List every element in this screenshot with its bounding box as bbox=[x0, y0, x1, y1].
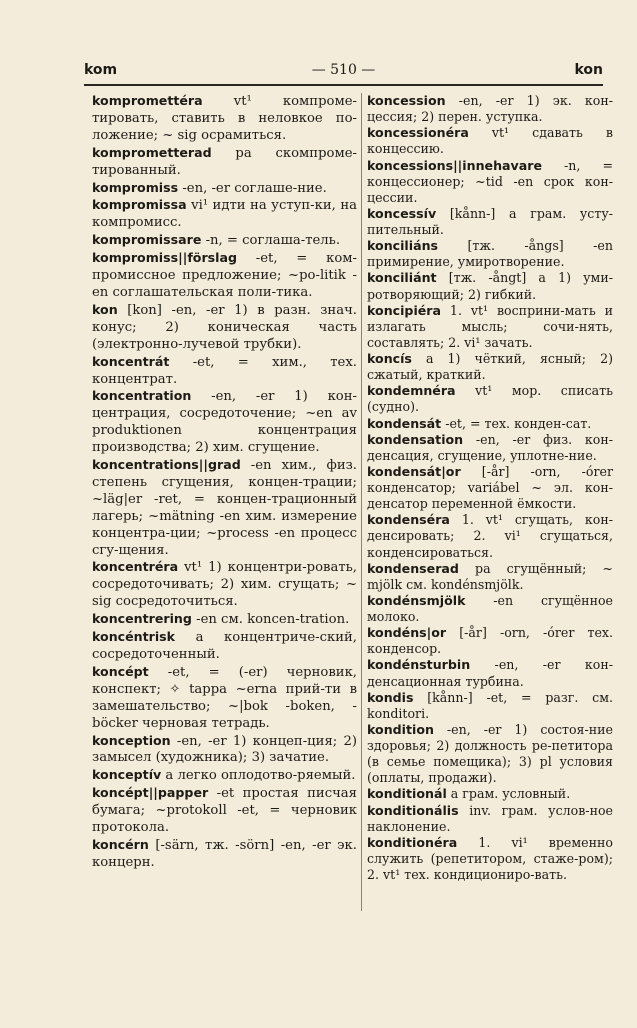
entry-headword: kon bbox=[92, 301, 118, 317]
entry-headword: koncessionéra bbox=[367, 125, 469, 141]
dictionary-entry bbox=[92, 354, 357, 389]
entry-headword: konciliánt bbox=[367, 270, 437, 286]
dictionary-entry bbox=[367, 270, 613, 302]
dictionary-entry bbox=[92, 733, 357, 768]
dictionary-entry bbox=[367, 125, 613, 157]
entry-definition: vt¹ сдавать в концессию. bbox=[367, 125, 613, 157]
dictionary-entry bbox=[367, 625, 613, 657]
entry-definition: vt¹ компроме-тировать, ставить в неловкое по-ложение; ~ sig осрамиться. bbox=[92, 94, 357, 143]
entry-headword: konciliáns bbox=[367, 238, 439, 254]
entry-definition: -et, = ком-промиссное предложение; ~po-litik -en соглашательская поли-тика. bbox=[92, 251, 357, 300]
entry-headword: kompromettéra bbox=[92, 93, 203, 108]
entry-headword: kompromiss||förslag bbox=[92, 250, 237, 266]
dictionary-entry bbox=[367, 158, 613, 206]
dictionary-entry bbox=[92, 302, 357, 354]
entry-headword: koncís bbox=[367, 351, 412, 366]
entry-definition: vt¹ мор. списать (судно). bbox=[367, 383, 613, 415]
entry-headword: konditionális bbox=[367, 802, 459, 818]
entry-headword: kondis bbox=[367, 689, 414, 705]
dictionary-entry bbox=[92, 629, 357, 664]
entry-headword: koncentrations||grad bbox=[92, 457, 241, 473]
entry-definition: -en, -er физ. кон-денсация, сгущение, уплотне-ние. bbox=[367, 431, 613, 463]
entry-headword: kondemnéra bbox=[367, 383, 456, 399]
dictionary-entry bbox=[92, 388, 357, 457]
dictionary-entry bbox=[367, 206, 613, 238]
entry-definition: -en, -er соглаше-ние. bbox=[178, 180, 327, 196]
entry-headword: koncépt||papper bbox=[92, 785, 209, 801]
entry-definition: [kon] -en, -er 1) в разн. знач. конус; 2) коническая часть (электронно-лучевой трубки). bbox=[92, 302, 357, 352]
entry-headword: koncessions||innehavare bbox=[367, 157, 542, 173]
entry-definition: -en, -er 1) кон-центрация, сосредоточение; ~en av produktionen концентрация производства; 2) хим. сгущение. bbox=[92, 389, 357, 456]
dictionary-entry bbox=[367, 238, 613, 270]
entry-definition: -en, -er 1) концеп-ция; 2) замысел (художника); 3) зачатие. bbox=[92, 733, 357, 766]
entry-definition: -en, -er кон-денсационная турбина. bbox=[367, 657, 613, 689]
entry-definition: -et, = тех. конден-сат. bbox=[441, 415, 592, 431]
entry-definition: a легко оплодотво-ряемый. bbox=[161, 768, 356, 784]
dictionary-entry bbox=[367, 561, 613, 593]
entry-headword: koncessív bbox=[367, 205, 437, 221]
entry-definition: -et, = хим., тех. концентрат. bbox=[92, 354, 357, 387]
entry-definition: [-särn, тж. -sörn] -en, -er эк. концерн. bbox=[92, 837, 357, 870]
entry-definition: [тж. -ångs] -en примирение, умиротворение. bbox=[367, 238, 613, 270]
dictionary-entry bbox=[367, 786, 613, 802]
entry-headword: kompromissa bbox=[92, 197, 187, 213]
dictionary-entry bbox=[92, 785, 357, 837]
entry-headword: kondéns|or bbox=[367, 625, 447, 641]
entry-definition: a концентриче-ский, сосредоточенный. bbox=[92, 630, 357, 662]
entry-definition: -en см. koncen-tration. bbox=[191, 612, 350, 628]
entry-definition: -en хим., физ. степень сгущения, концен-трации; ~läg|er -ret, = концен-трационный лагерь; ~mätning -en хим. измерение концентра-ции; ~process -en процесс сгу-щения. bbox=[92, 458, 357, 558]
entry-definition: [-år] -orn, -órer тех. конденсор. bbox=[367, 625, 613, 657]
entry-headword: kondition bbox=[367, 721, 434, 737]
page-number: — 510 — bbox=[311, 62, 376, 78]
entry-definition: -et, = (-er) черновик, конспект; ✧ tappa ~erna прий-ти в замешательство; ~|bok -boken, -böcker черновая тетрадь. bbox=[92, 664, 357, 731]
entry-headword: konditionál bbox=[367, 786, 447, 802]
dictionary-entry bbox=[92, 232, 357, 250]
entry-headword: kompromiss bbox=[92, 179, 179, 195]
dictionary-entry bbox=[367, 803, 613, 835]
entry-headword: komprometterad bbox=[92, 144, 212, 160]
dictionary-entry bbox=[92, 611, 357, 629]
entry-headword: kondensát|or bbox=[367, 463, 461, 479]
entry-definition: -n, = соглаша-тель. bbox=[201, 233, 341, 249]
entry-definition: pa скомпроме-тированный. bbox=[92, 145, 357, 178]
dictionary-entry bbox=[367, 722, 613, 787]
dictionary-entry bbox=[367, 464, 613, 512]
entry-definition: 1. vt¹ восприни-мать и излагать мысль; сочи-нять, составлять; 2. vi¹ зачать. bbox=[367, 302, 613, 350]
entry-headword: konception bbox=[92, 732, 171, 748]
entry-definition: 1. vt¹ сгущать, кон-денсировать; 2. vi¹ сгущаться, конденсироваться. bbox=[367, 512, 613, 560]
entry-definition: pa сгущённый; ~ mjölk см. kondénsmjölk. bbox=[367, 560, 613, 592]
entry-definition: [kånn-] -et, = разг. см. konditori. bbox=[367, 689, 613, 721]
entry-headword: kondénsturbin bbox=[367, 657, 471, 673]
entry-definition: [kånn-] a грам. усту-пительный. bbox=[367, 205, 613, 237]
entry-headword: koncipiéra bbox=[367, 302, 442, 318]
left-guide-word: kom bbox=[84, 62, 118, 78]
entry-headword: koncentration bbox=[92, 388, 192, 404]
dictionary-entry bbox=[367, 690, 613, 722]
dictionary-entry bbox=[367, 593, 613, 625]
entry-headword: konditionéra bbox=[367, 834, 458, 850]
dictionary-entry bbox=[367, 93, 613, 125]
entry-headword: konceptív bbox=[92, 767, 162, 783]
dictionary-entry bbox=[92, 457, 357, 559]
dictionary-entry bbox=[92, 559, 357, 611]
header-rule bbox=[84, 84, 603, 86]
entry-headword: koncépt bbox=[92, 663, 149, 679]
dictionary-entry bbox=[367, 512, 613, 560]
page-header bbox=[84, 62, 603, 84]
dictionary-entry bbox=[367, 303, 613, 351]
right-column bbox=[367, 93, 613, 883]
entry-headword: koncession bbox=[367, 93, 446, 108]
entry-definition: [-år] -orn, -órer конденсатор; variábel ~ эл. кон-денсатор переменной ёмкости. bbox=[367, 463, 613, 512]
dictionary-entry bbox=[92, 664, 357, 733]
dictionary-entry bbox=[92, 767, 357, 785]
dictionary-entry bbox=[92, 837, 357, 872]
entry-headword: koncentrering bbox=[92, 611, 192, 627]
entry-definition: 1. vi¹ временно служить (репетитором, стаже-ром); 2. vt¹ тех. кондициониро-вать. bbox=[367, 834, 613, 882]
dictionary-entry bbox=[367, 835, 613, 883]
entry-definition: -en, -er 1) эк. кон-цессия; 2) перен. уступка. bbox=[367, 93, 613, 125]
entry-definition: -en, -er 1) состоя-ние здоровья; 2) должность ре-петитора (в семье помещика); 3) pl условия (оплаты, продажи). bbox=[367, 721, 613, 786]
dictionary-entry bbox=[92, 197, 357, 232]
entry-definition: a грам. условный. bbox=[446, 786, 571, 802]
entry-headword: kondenserad bbox=[367, 560, 459, 576]
dictionary-entry bbox=[367, 383, 613, 415]
entry-headword: kondénsmjölk bbox=[367, 592, 466, 608]
entry-definition: -et простая писчая бумага; ~protokoll -et, = черновик протокола. bbox=[92, 786, 357, 836]
entry-headword: kondenséra bbox=[367, 512, 450, 528]
left-column bbox=[92, 93, 357, 872]
dictionary-entry bbox=[92, 180, 357, 198]
dictionary-entry bbox=[92, 145, 357, 180]
dictionary-entry bbox=[367, 432, 613, 464]
entry-definition: [тж. -ångt] a 1) уми-ротворяющий; 2) гибкий. bbox=[367, 270, 613, 302]
entry-definition: vt¹ 1) концентри-ровать, сосредоточивать; 2) хим. сгущать; ~ sig сосредоточиться. bbox=[92, 560, 357, 610]
dictionary-entry bbox=[367, 351, 613, 383]
entry-headword: koncentrát bbox=[92, 353, 170, 369]
right-guide-word: kon bbox=[574, 62, 603, 78]
dictionary-entry bbox=[367, 416, 613, 432]
entry-definition: vi¹ идти на уступ-ки, на компромисс. bbox=[92, 198, 357, 231]
dictionary-entry bbox=[92, 250, 357, 302]
entry-definition: -n, = концессионер; ~tid -en срок кон-цессии. bbox=[367, 157, 613, 205]
entry-headword: kondensation bbox=[367, 431, 464, 447]
entry-definition: a 1) чёткий, ясный; 2) сжатый, краткий. bbox=[367, 351, 613, 383]
entry-definition: inv. грам. услов-ное наклонение. bbox=[367, 802, 613, 834]
dictionary-entry bbox=[92, 93, 357, 145]
dictionary-entry bbox=[367, 657, 613, 689]
entry-headword: koncentréra bbox=[92, 559, 179, 575]
entry-definition: -en сгущённое молоко. bbox=[367, 592, 613, 624]
entry-headword: koncérn bbox=[92, 836, 149, 852]
entry-headword: kompromissare bbox=[92, 232, 202, 248]
entry-headword: kondensát bbox=[367, 415, 442, 431]
entry-headword: koncéntrisk bbox=[92, 629, 176, 645]
column-divider bbox=[361, 93, 362, 911]
